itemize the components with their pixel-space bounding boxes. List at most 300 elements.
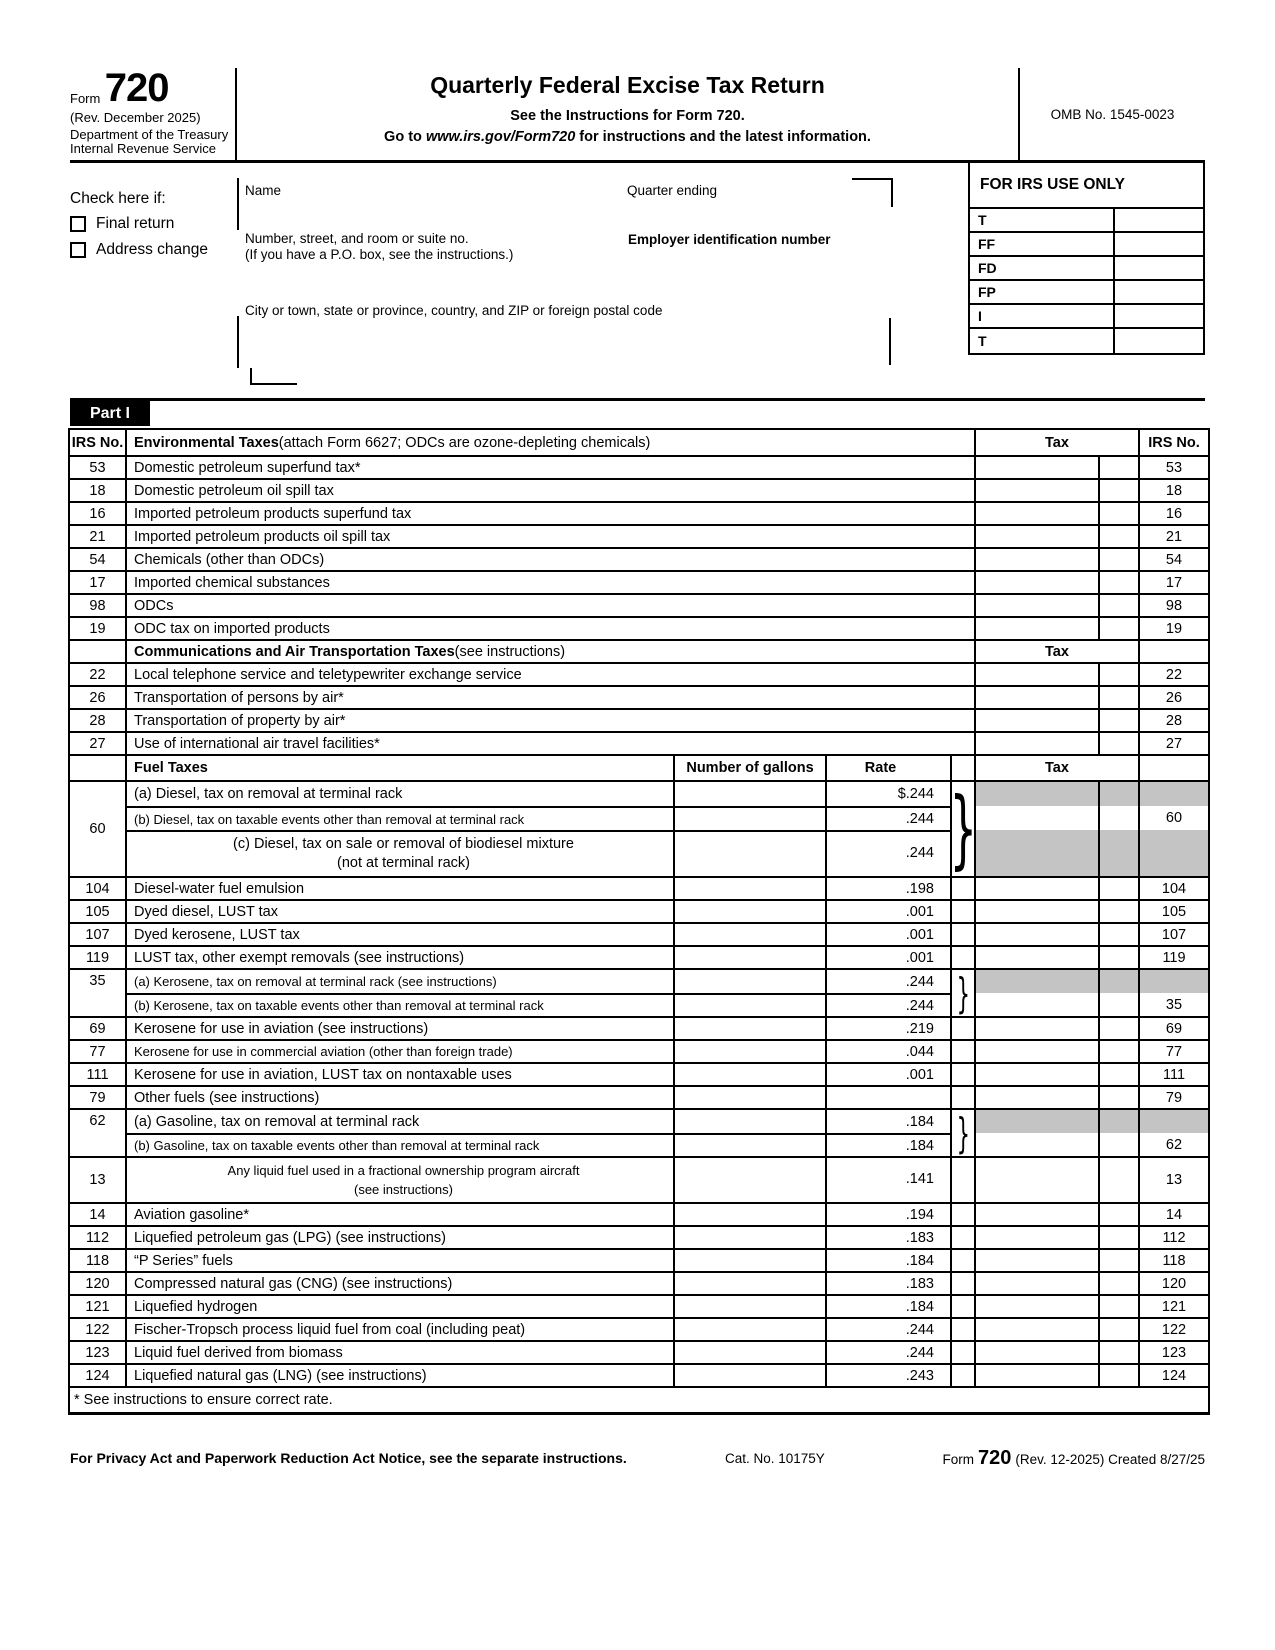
irs-no-right-79: 79: [1138, 1087, 1208, 1108]
irs-no-left-118: 118: [85, 1252, 110, 1269]
irs-no-left-28: 28: [89, 712, 106, 729]
brace-spacer: [950, 1227, 974, 1248]
brace-glyph: }: [956, 968, 970, 1018]
irs-no-right-112: 112: [1138, 1227, 1208, 1248]
tax-cents-input-60b[interactable]: [1098, 806, 1138, 830]
tax-column-header: Tax: [974, 641, 1138, 662]
tax-cents-input-77[interactable]: [1098, 1041, 1138, 1062]
irs-use-row-0: [970, 209, 1203, 233]
final-return-label: Final return: [96, 215, 175, 232]
irs-no-right-35: [1138, 970, 1208, 993]
part1-table: [68, 428, 1210, 1415]
dept-line2: Internal Revenue Service: [70, 141, 216, 156]
quarter-ending-label: Quarter ending: [627, 183, 718, 198]
row-description: (b) Kerosene, tax on taxable events other than removal at terminal rack: [125, 993, 673, 1016]
tax-row-120: [70, 1271, 1208, 1294]
irs-no-left-111: 111: [86, 1066, 109, 1083]
tax-input-107[interactable]: [974, 924, 1098, 945]
tax-row-105: [70, 899, 1208, 922]
irs-no-left-77: 77: [89, 1043, 106, 1060]
footer-form-id: [943, 1447, 1206, 1470]
irs-no-right-111: 111: [1138, 1064, 1208, 1085]
brace-spacer: [950, 1273, 974, 1294]
irs-no-right-53: 53: [1138, 457, 1208, 478]
privacy-notice: For Privacy Act and Paperwork Reduction Act Notice, see the separate instructions.: [70, 1450, 627, 1466]
tax-cents-input-118[interactable]: [1098, 1250, 1138, 1271]
row-description: Local telephone service and teletypewriter exchange service: [125, 664, 974, 685]
tax-row-14: [70, 1202, 1208, 1225]
tax-cents-input-124[interactable]: [1098, 1365, 1138, 1386]
section-header-fuel: [70, 754, 1208, 780]
address-change-checkbox[interactable]: [70, 242, 86, 258]
row-description: Use of international air travel facilities*: [125, 733, 974, 754]
gallons-input-119[interactable]: [673, 947, 825, 968]
street-label-1: Number, street, and room or suite no.: [245, 231, 469, 246]
tax-row-111: [70, 1062, 1208, 1085]
row-description: Imported chemical substances: [125, 572, 974, 593]
irs-no-left-69: 69: [89, 1020, 106, 1037]
catalog-number: Cat. No. 10175Y: [725, 1451, 825, 1466]
brace-spacer: [950, 924, 974, 945]
rate-column-header: Rate: [825, 756, 950, 780]
row-description: Dyed diesel, LUST tax: [125, 901, 673, 922]
tax-cents-input-111[interactable]: [1098, 1064, 1138, 1085]
irs-no-right-60: [1138, 830, 1208, 876]
tax-cents-input-19[interactable]: [1098, 618, 1138, 639]
tax-input-53[interactable]: [974, 457, 1098, 478]
tax-cents-input-27[interactable]: [1098, 733, 1138, 754]
tax-cents-input-62a: [1098, 1110, 1138, 1133]
tax-input-123[interactable]: [974, 1342, 1098, 1363]
group-brace: [949, 779, 977, 879]
tax-input-98[interactable]: [974, 595, 1098, 616]
rate-value-112: .183: [825, 1227, 950, 1248]
irs-no-left-26: 26: [89, 689, 106, 706]
tax-cents-input-21[interactable]: [1098, 526, 1138, 547]
tax-cents-input-22[interactable]: [1098, 664, 1138, 685]
tax-row-121: [70, 1294, 1208, 1317]
tax-row-21: [70, 524, 1208, 547]
tax-row-79: [70, 1085, 1208, 1108]
brace-spacer: [950, 878, 974, 899]
rate-value-105: .001: [825, 901, 950, 922]
irs-no-right-28: 28: [1138, 710, 1208, 731]
irs-use-value-0: [1113, 209, 1203, 231]
tax-row-group-60: [70, 779, 1208, 879]
gallons-input-62a: [673, 1110, 825, 1133]
gallons-input-77[interactable]: [673, 1041, 825, 1062]
tax-input-22[interactable]: [974, 664, 1098, 685]
tax-cents-input-62b[interactable]: [1098, 1133, 1138, 1156]
gallons-input-60a: [673, 782, 825, 806]
irs-no-right-54: 54: [1138, 549, 1208, 570]
irs-no-left-105: 105: [85, 903, 110, 920]
tax-input-54[interactable]: [974, 549, 1098, 570]
tax-column-header: Tax: [974, 756, 1138, 780]
irs-no-left-13: 13: [89, 1172, 106, 1188]
tax-input-62b[interactable]: [974, 1133, 1098, 1156]
irs-no-left-text: 35: [89, 973, 106, 989]
tax-input-104[interactable]: [974, 878, 1098, 899]
row-description: Transportation of persons by air*: [125, 687, 974, 708]
rate-value-104: .198: [825, 878, 950, 899]
tax-input-79[interactable]: [974, 1087, 1098, 1108]
section-title-text: Communications and Air Transportation Taxes: [134, 643, 455, 660]
tax-input-122[interactable]: [974, 1319, 1098, 1340]
tax-cents-input-13[interactable]: [1098, 1158, 1138, 1202]
tax-input-19[interactable]: [974, 618, 1098, 639]
tax-cents-input-28[interactable]: [1098, 710, 1138, 731]
gallons-input-104[interactable]: [673, 878, 825, 899]
tax-input-119[interactable]: [974, 947, 1098, 968]
row-description: (a) Kerosene, tax on removal at terminal rack (see instructions): [125, 970, 673, 993]
description-line1: Any liquid fuel used in a fractional ownership program aircraft: [227, 1163, 580, 1178]
tax-cents-input-119[interactable]: [1098, 947, 1138, 968]
gallons-input-107[interactable]: [673, 924, 825, 945]
name-label: Name: [245, 183, 282, 198]
rate-footnote: * See instructions to ensure correct rate.: [74, 1392, 333, 1408]
fuel-header-spacer-left: [70, 756, 125, 780]
irs-no-right-118: 118: [1138, 1250, 1208, 1271]
gallons-input-35a: [673, 970, 825, 993]
irs-no-left-60: [70, 782, 125, 876]
name-field[interactable]: [245, 200, 625, 228]
tax-row-19: [70, 616, 1208, 639]
street-field[interactable]: [245, 264, 625, 294]
row-description: Compressed natural gas (CNG) (see instructions): [125, 1273, 673, 1294]
tax-cents-input-60c: [1098, 830, 1138, 876]
tax-input-124[interactable]: [974, 1365, 1098, 1386]
group-brace: [950, 1110, 974, 1156]
irs-no-left-35: [70, 970, 125, 1016]
row-description: (b) Diesel, tax on taxable events other than removal at terminal rack: [125, 806, 673, 830]
tax-input-69[interactable]: [974, 1018, 1098, 1039]
page-title: Quarterly Federal Excise Tax Return: [430, 72, 825, 98]
gallons-input-121[interactable]: [673, 1296, 825, 1317]
row-description: Domestic petroleum oil spill tax: [125, 480, 974, 501]
gallons-input-13[interactable]: [673, 1158, 825, 1202]
brace-spacer: [950, 1342, 974, 1363]
description-line2: (not at terminal rack): [337, 855, 470, 871]
tax-cents-input-60a: [1098, 782, 1138, 806]
gallons-input-118[interactable]: [673, 1250, 825, 1271]
tax-input-111[interactable]: [974, 1064, 1098, 1085]
section-title-fuel: [125, 756, 673, 780]
tax-cents-input-79[interactable]: [1098, 1087, 1138, 1108]
tax-row-69: [70, 1016, 1208, 1039]
irs-no-right-104: 104: [1138, 878, 1208, 899]
tax-cents-input-104[interactable]: [1098, 878, 1138, 899]
rate-value: .244: [825, 806, 950, 830]
rate-value-79: [825, 1087, 950, 1108]
tax-input-27[interactable]: [974, 733, 1098, 754]
irs-no-right-21: 21: [1138, 526, 1208, 547]
irs-no-right-122: 122: [1138, 1319, 1208, 1340]
address-change-label: Address change: [96, 241, 209, 258]
irs-no-left-107: 107: [85, 926, 110, 943]
row-description: Dyed kerosene, LUST tax: [125, 924, 673, 945]
gallons-input-111[interactable]: [673, 1064, 825, 1085]
part1-label: Part I: [70, 401, 150, 426]
irs-no-left-104: 104: [85, 880, 110, 897]
brace-spacer: [950, 1064, 974, 1085]
irs-no-header-right: IRS No.: [1138, 430, 1208, 455]
row-description: Liquefied natural gas (LNG) (see instructions): [125, 1365, 673, 1386]
brace-spacer: [950, 1158, 974, 1202]
footer-form-word: Form: [942, 1452, 974, 1467]
irs-no-left-14: 14: [89, 1206, 106, 1223]
row-description: ODC tax on imported products: [125, 618, 974, 639]
see-instructions-line: See the Instructions for Form 720.: [510, 108, 745, 124]
tax-cents-input-16[interactable]: [1098, 503, 1138, 524]
row-description: Diesel-water fuel emulsion: [125, 878, 673, 899]
tax-row-26: [70, 685, 1208, 708]
city-field[interactable]: [245, 320, 805, 360]
rate-value-13: .141: [825, 1158, 950, 1202]
tax-cents-input-14[interactable]: [1098, 1204, 1138, 1225]
footer-form-rev: (Rev. 12-2025) Created 8/27/25: [1015, 1452, 1205, 1467]
brace-spacer: [950, 1365, 974, 1386]
irs-no-right-107: 107: [1138, 924, 1208, 945]
irs-no-left-19: 19: [89, 620, 106, 637]
tax-row-104: [70, 876, 1208, 899]
irs-no-left-text: 62: [89, 1113, 106, 1129]
form-revision: (Rev. December 2025): [70, 110, 201, 125]
row-description: Fischer-Tropsch process liquid fuel from coal (including peat): [125, 1319, 673, 1340]
tax-input-17[interactable]: [974, 572, 1098, 593]
brace-spacer: [950, 901, 974, 922]
corner-mark-top-v: [891, 178, 893, 207]
form-header: [70, 68, 1205, 163]
tax-cents-input-122[interactable]: [1098, 1319, 1138, 1340]
irs-no-left-18: 18: [89, 482, 106, 499]
irs-no-header-left: [70, 641, 125, 662]
rate-value: .184: [825, 1110, 950, 1133]
gallons-input-123[interactable]: [673, 1342, 825, 1363]
ein-field[interactable]: [628, 250, 848, 278]
tax-cents-input-69[interactable]: [1098, 1018, 1138, 1039]
footnote-row: [70, 1386, 1208, 1412]
tax-input-118[interactable]: [974, 1250, 1098, 1271]
city-box-tick: [237, 316, 239, 368]
irs-no-left-54: 54: [89, 551, 106, 568]
gallons-input-112[interactable]: [673, 1227, 825, 1248]
omb-number: OMB No. 1545-0023: [1018, 68, 1205, 160]
tax-input-26[interactable]: [974, 687, 1098, 708]
irs-no-left-text: 60: [89, 821, 106, 837]
gallons-input-35b[interactable]: [673, 993, 825, 1016]
row-description: Liquefied hydrogen: [125, 1296, 673, 1317]
irs-no-right-124: 124: [1138, 1365, 1208, 1386]
gallons-input-14[interactable]: [673, 1204, 825, 1225]
city-corner-h: [250, 383, 297, 385]
brace-glyph: }: [949, 779, 977, 879]
row-description: Aviation gasoline*: [125, 1204, 673, 1225]
rate-value-107: .001: [825, 924, 950, 945]
row-description: (b) Gasoline, tax on taxable events other than removal at terminal rack: [125, 1133, 673, 1156]
quarter-ending-field[interactable]: [627, 200, 847, 228]
section-header-communications: [70, 639, 1208, 662]
tax-row-17: [70, 570, 1208, 593]
gallons-input-122[interactable]: [673, 1319, 825, 1340]
irs-no-right-19: 19: [1138, 618, 1208, 639]
irs-no-right-35: 35: [1138, 993, 1208, 1016]
rate-value-111: .001: [825, 1064, 950, 1085]
row-description: Kerosene for use in aviation (see instructions): [125, 1018, 673, 1039]
tax-row-53: [70, 455, 1208, 478]
fuel-header-spacer-right: [1138, 756, 1208, 780]
tax-row-123: [70, 1340, 1208, 1363]
ein-label: Employer identification number: [628, 232, 831, 247]
footer-form-number: 720: [978, 1447, 1012, 1469]
irs-no-right-69: 69: [1138, 1018, 1208, 1039]
tax-input-35a: [974, 970, 1098, 993]
irs-use-value-3: [1113, 281, 1203, 303]
gallons-input-60c: [673, 830, 825, 876]
irs-no-right-62: [1138, 1110, 1208, 1133]
irs-no-left-53: 53: [89, 459, 106, 476]
rate-value: .184: [825, 1133, 950, 1156]
tax-input-77[interactable]: [974, 1041, 1098, 1062]
title-block: [235, 68, 1018, 160]
irs-no-left-121: 121: [85, 1298, 110, 1315]
irs-use-value-5: [1113, 329, 1203, 353]
irs-use-value-2: [1113, 257, 1203, 279]
section-title-note: (attach Form 6627; ODCs are ozone-depleting chemicals): [278, 434, 651, 451]
irs-use-code-3: FP: [978, 284, 996, 300]
irs-no-right-26: 26: [1138, 687, 1208, 708]
gallons-input-60b[interactable]: [673, 806, 825, 830]
irs-use-row-3: [970, 281, 1203, 305]
tax-input-121[interactable]: [974, 1296, 1098, 1317]
gallons-input-105[interactable]: [673, 901, 825, 922]
tax-cents-input-17[interactable]: [1098, 572, 1138, 593]
rate-value: .244: [825, 993, 950, 1016]
row-description: Domestic petroleum superfund tax*: [125, 457, 974, 478]
description-line1: (c) Diesel, tax on sale or removal of biodiesel mixture: [233, 836, 574, 852]
tax-input-35b[interactable]: [974, 993, 1098, 1016]
description-line2: (see instructions): [354, 1182, 453, 1197]
section-title-environmental: [125, 430, 974, 455]
row-description: Other fuels (see instructions): [125, 1087, 673, 1108]
row-description: LUST tax, other exempt removals (see instructions): [125, 947, 673, 968]
brace-spacer: [950, 1018, 974, 1039]
irs-no-right-62: 62: [1138, 1133, 1208, 1156]
section-title-note: (see instructions): [454, 643, 566, 660]
gallons-input-62b[interactable]: [673, 1133, 825, 1156]
irs-use-row-5: [970, 329, 1203, 353]
irs-use-code-4: I: [978, 308, 982, 324]
tax-cents-input-26[interactable]: [1098, 687, 1138, 708]
rate-value-123: .244: [825, 1342, 950, 1363]
irs-use-code-0: T: [978, 212, 987, 228]
section-header-environmental: [70, 430, 1208, 455]
irs-use-title: FOR IRS USE ONLY: [970, 163, 1203, 209]
irs-no-right-27: 27: [1138, 733, 1208, 754]
irs-no-header-left: IRS No.: [71, 434, 124, 451]
irs-no-right-60: [1138, 782, 1208, 806]
tax-input-14[interactable]: [974, 1204, 1098, 1225]
irs-url: www.irs.gov/Form720: [425, 129, 576, 145]
tax-input-105[interactable]: [974, 901, 1098, 922]
row-description: Imported petroleum products superfund tax: [125, 503, 974, 524]
final-return-checkbox[interactable]: [70, 216, 86, 232]
part1-top-rule: [70, 398, 1205, 401]
brace-spacer: [950, 1087, 974, 1108]
rate-value-69: .219: [825, 1018, 950, 1039]
irs-no-right-105: 105: [1138, 901, 1208, 922]
tax-input-21[interactable]: [974, 526, 1098, 547]
tax-input-16[interactable]: [974, 503, 1098, 524]
tax-column-header: Tax: [974, 430, 1138, 455]
gallons-input-69[interactable]: [673, 1018, 825, 1039]
row-description: Liquid fuel derived from biomass: [125, 1342, 673, 1363]
tax-input-120[interactable]: [974, 1273, 1098, 1294]
tax-row-54: [70, 547, 1208, 570]
irs-no-left-98: 98: [89, 597, 106, 614]
tax-cents-input-107[interactable]: [1098, 924, 1138, 945]
goto-prefix: Go to: [384, 129, 426, 145]
tax-cents-input-112[interactable]: [1098, 1227, 1138, 1248]
row-description: [125, 830, 673, 876]
row-description: “P Series” fuels: [125, 1250, 673, 1271]
gallons-input-124[interactable]: [673, 1365, 825, 1386]
tax-cents-input-98[interactable]: [1098, 595, 1138, 616]
tax-cents-input-53[interactable]: [1098, 457, 1138, 478]
tax-row-124: [70, 1363, 1208, 1386]
tax-input-112[interactable]: [974, 1227, 1098, 1248]
brace-spacer: [950, 1296, 974, 1317]
irs-no-right-17: 17: [1138, 572, 1208, 593]
tax-input-60b[interactable]: [974, 806, 1098, 830]
tax-cents-input-120[interactable]: [1098, 1273, 1138, 1294]
for-irs-use-only-box: [968, 163, 1205, 355]
tax-cents-input-18[interactable]: [1098, 480, 1138, 501]
rate-value: $.244: [825, 782, 950, 806]
irs-no-right-119: 119: [1138, 947, 1208, 968]
irs-no-right-60: 60: [1138, 806, 1208, 830]
tax-input-28[interactable]: [974, 710, 1098, 731]
tax-cents-input-123[interactable]: [1098, 1342, 1138, 1363]
tax-input-18[interactable]: [974, 480, 1098, 501]
irs-use-code-1: FF: [978, 236, 996, 252]
irs-no-left-17: 17: [89, 574, 106, 591]
tax-row-107: [70, 922, 1208, 945]
brace-spacer: [950, 1204, 974, 1225]
irs-use-row-4: [970, 305, 1203, 329]
tax-cents-input-54[interactable]: [1098, 549, 1138, 570]
gallons-input-79[interactable]: [673, 1087, 825, 1108]
irs-no-left-27: 27: [89, 735, 106, 752]
brace-spacer: [950, 947, 974, 968]
irs-use-row-1: [970, 233, 1203, 257]
tax-cents-input-35b[interactable]: [1098, 993, 1138, 1016]
tax-row-27: [70, 731, 1208, 754]
irs-no-right-16: 16: [1138, 503, 1208, 524]
irs-no-left-122: 122: [85, 1321, 110, 1338]
tax-cents-input-105[interactable]: [1098, 901, 1138, 922]
tax-input-13[interactable]: [974, 1158, 1098, 1202]
gallons-input-120[interactable]: [673, 1273, 825, 1294]
corner-mark-top: [852, 178, 893, 180]
form-number-block: [70, 68, 235, 160]
name-box-tick: [237, 178, 239, 230]
brace-spacer: [950, 1319, 974, 1340]
rate-value-14: .194: [825, 1204, 950, 1225]
row-description: (a) Gasoline, tax on removal at terminal rack: [125, 1110, 673, 1133]
tax-row-group-35: [70, 968, 1208, 1016]
tax-cents-input-121[interactable]: [1098, 1296, 1138, 1317]
